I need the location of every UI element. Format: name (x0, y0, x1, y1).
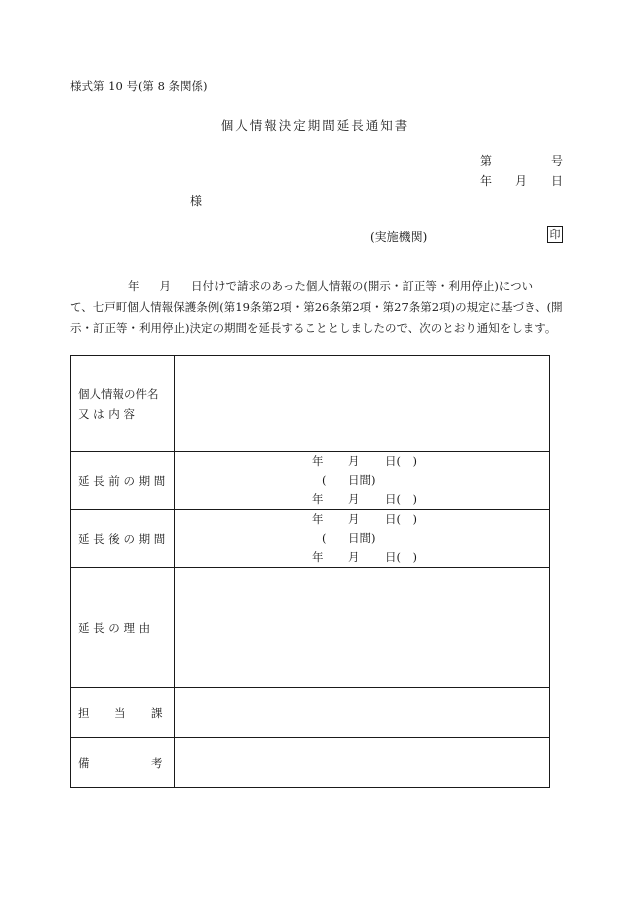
period-start-line (175, 452, 549, 471)
field-reason[interactable] (175, 568, 550, 688)
date-month-label: 月 (515, 174, 528, 188)
body-line-3: 示・訂正等・利用停止)決定の期間を延長することとしましたので、次のとおり通知をします。 (70, 321, 557, 335)
label-subject-line-2: 又 は 内 容 (78, 406, 135, 421)
period-days-line (175, 529, 549, 548)
field-notes[interactable] (175, 738, 550, 788)
period-day: 日( ) (385, 550, 417, 564)
period-year: 年 (312, 512, 324, 526)
label-subject (71, 356, 175, 452)
label-department (71, 688, 175, 738)
period-month: 月 (348, 512, 360, 526)
row-after-period (71, 510, 550, 568)
label-reason: 延 長 の 理 由 (71, 568, 175, 688)
row-department (71, 688, 550, 738)
period-month: 月 (348, 454, 360, 468)
label-notes (71, 738, 175, 788)
period-day: 日( ) (385, 454, 417, 468)
label-department-char-3: 課 (151, 706, 163, 720)
field-department[interactable] (175, 688, 550, 738)
label-notes-char-1: 備 (78, 756, 90, 770)
period-open-paren: ( (322, 531, 327, 545)
period-end-line (175, 548, 549, 567)
agency-label: (実施機関) (370, 230, 428, 244)
period-month: 月 (348, 492, 360, 506)
label-before-period: 延 長 前 の 期 間 (71, 452, 175, 510)
body-line-2: て、七戸町個人情報保護条例(第19条第2項・第26条第2項・第27条第2項)の規定に基づき、(開 (70, 300, 563, 314)
row-subject (71, 356, 550, 452)
period-open-paren: ( (322, 473, 327, 487)
row-before-period (71, 452, 550, 510)
body-year: 年 (128, 279, 140, 293)
label-notes-char-2: 考 (151, 756, 163, 770)
period-end-line (175, 490, 549, 509)
period-start-line (175, 510, 549, 529)
date-year-label: 年 (480, 174, 493, 188)
label-subject-line-1: 個人情報の件名 (78, 386, 159, 401)
notice-body (70, 276, 562, 339)
field-subject[interactable] (175, 356, 550, 452)
date-day-label: 日 (551, 174, 564, 188)
document-title: 個人情報決定期間延長通知書 (220, 118, 410, 133)
label-after-period: 延 長 後 の 期 間 (71, 510, 175, 568)
period-days: 日間) (348, 473, 376, 487)
period-year: 年 (312, 550, 324, 564)
row-reason (71, 568, 550, 688)
addressee-suffix: 様 (190, 194, 203, 208)
period-day: 日( ) (385, 512, 417, 526)
label-department-char-2: 当 (114, 706, 126, 720)
period-day: 日( ) (385, 492, 417, 506)
body-month: 月 (159, 279, 171, 293)
period-year: 年 (312, 492, 324, 506)
period-month: 月 (348, 550, 360, 564)
row-notes (71, 738, 550, 788)
period-days-line (175, 471, 549, 490)
field-before-period[interactable] (175, 452, 550, 510)
period-year: 年 (312, 454, 324, 468)
notice-table (70, 355, 550, 788)
number-prefix: 第 (480, 154, 493, 168)
number-suffix: 号 (551, 154, 564, 168)
body-line-1 (70, 276, 562, 297)
field-after-period[interactable] (175, 510, 550, 568)
label-department-char-1: 担 (78, 706, 90, 720)
body-line-1-text: 日付けで請求のあった個人情報の(開示・訂正等・利用停止)につい (191, 279, 534, 293)
form-number: 様式第 10 号(第 8 条関係) (70, 79, 208, 93)
seal-mark: 印 (547, 226, 563, 243)
period-days: 日間) (348, 531, 376, 545)
